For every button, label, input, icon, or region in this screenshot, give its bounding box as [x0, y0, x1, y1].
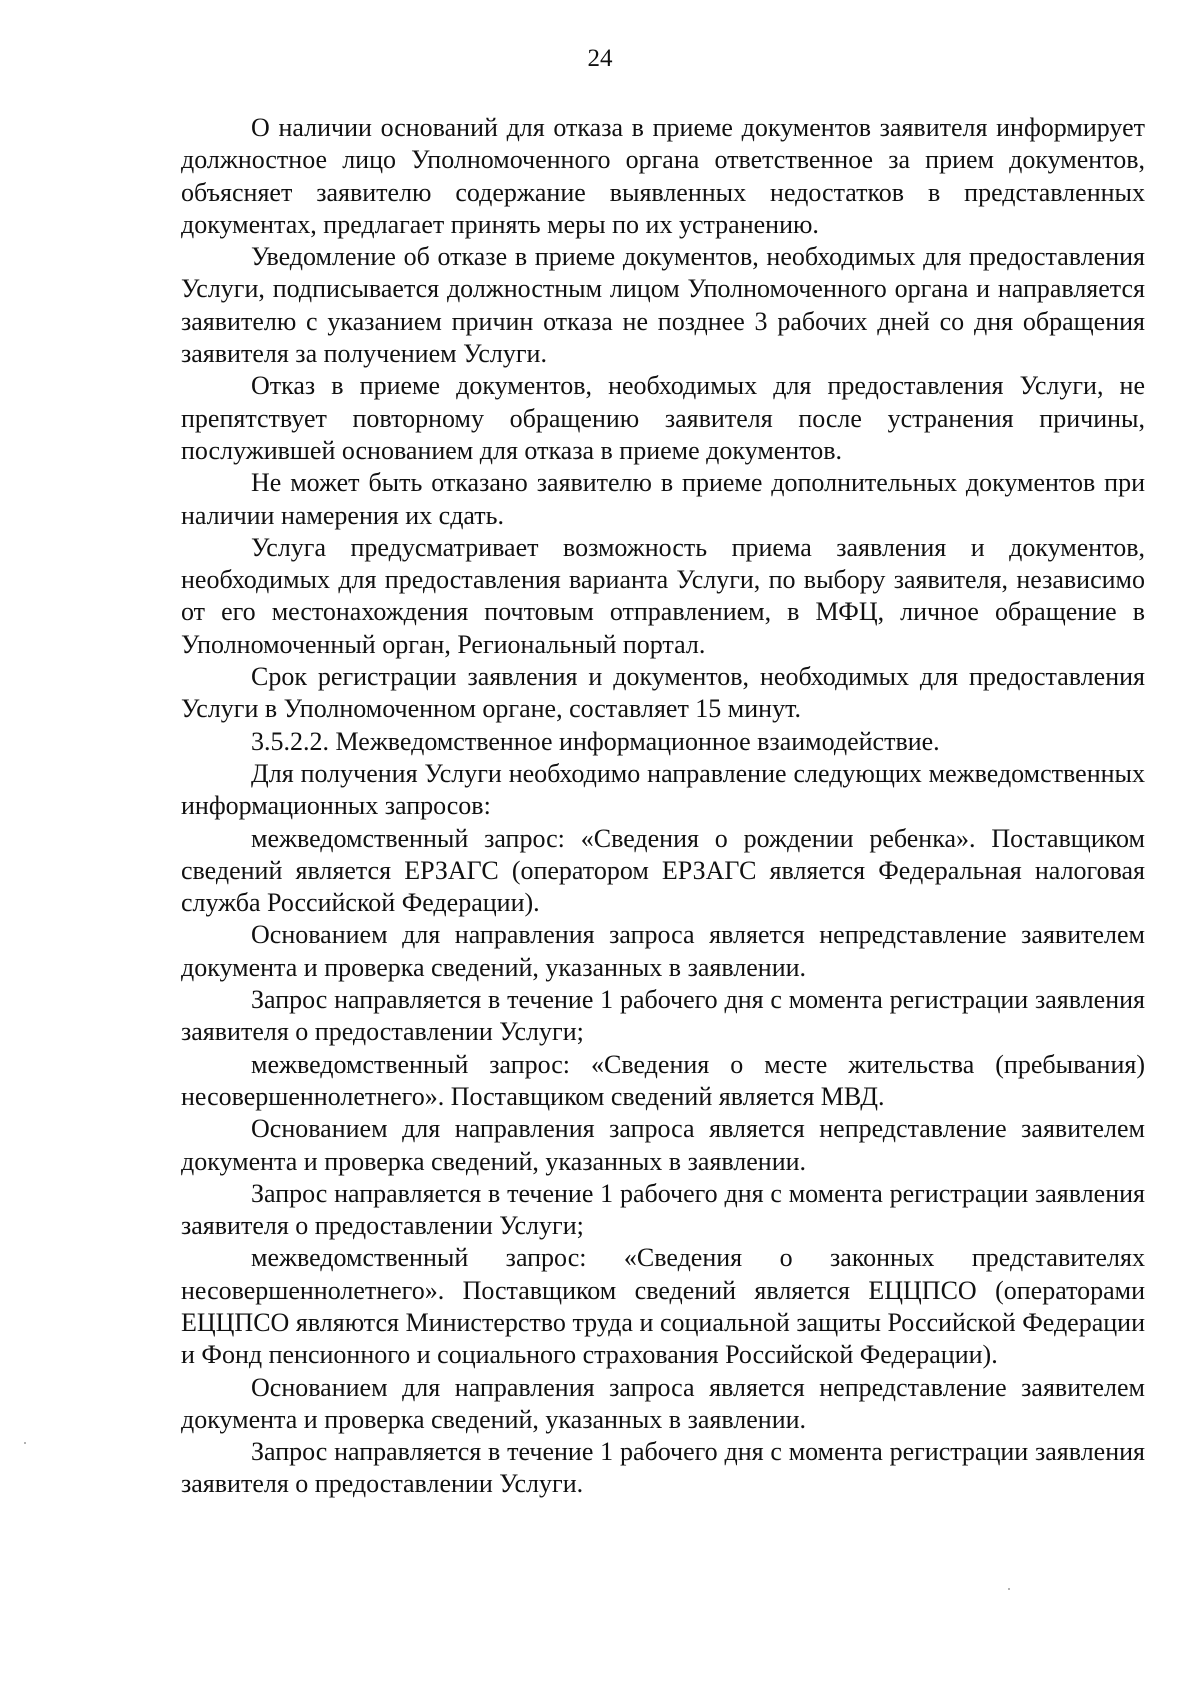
- section-heading: 3.5.2.2. Межведомственное информационное взаимодействие.: [251, 726, 940, 756]
- paragraph: Для получения Услуги необходимо направление следующих межведомственных информационных запросов:: [181, 758, 1145, 821]
- scan-speck: [24, 1442, 26, 1444]
- paragraph: межведомственный запрос: «Сведения о законных представителях несовершеннолетнего». Поставщиком сведений является ЕЦЦПСО (операторами ЕЦЦПСО являются Министерство труда и социальной защиты Российской Федерации и Фонд пенсионного и социального страхования Российской Федерации).: [181, 1243, 1145, 1370]
- scan-speck: [1008, 1588, 1010, 1590]
- paragraph: межведомственный запрос: «Сведения о месте жительства (пребывания) несовершеннолетнего». Поставщиком сведений является МВД.: [181, 1049, 1145, 1111]
- paragraph: Не может быть отказано заявителю в приеме дополнительных документов при наличии намерения их сдать.: [181, 468, 1145, 530]
- page-number: 24: [587, 45, 613, 72]
- paragraph: Основанием для направления запроса является непредставление заявителем документа и проверка сведений, указанных в заявлении.: [181, 1372, 1145, 1434]
- document-body: [181, 112, 1145, 1501]
- paragraph: Запрос направляется в течение 1 рабочего дня с момента регистрации заявления заявителя о предоставлении Услуги.: [181, 1437, 1145, 1499]
- paragraph: Запрос направляется в течение 1 рабочего дня с момента регистрации заявления заявителя о предоставлении Услуги;: [181, 985, 1145, 1047]
- paragraph: Основанием для направления запроса является непредставление заявителем документа и проверка сведений, указанных в заявлении.: [181, 1114, 1145, 1176]
- paragraph: межведомственный запрос: «Сведения о рождении ребенка». Поставщиком сведений является ЕРЗАГС (оператором ЕРЗАГС является Федеральная налоговая служба Российской Федерации).: [181, 823, 1145, 918]
- paragraph: Услуга предусматривает возможность приема заявления и документов, необходимых для предоставления варианта Услуги, по выбору заявителя, независимо от его местонахождения почтовым отправлением, в МФЦ, личное обращение в Уполномоченный орган, Региональный портал.: [181, 532, 1145, 659]
- paragraph: Уведомление об отказе в приеме документов, необходимых для предоставления Услуги, подписывается должностным лицом Уполномоченного органа и направляется заявителю с указанием причин отказа не позднее 3 рабочих дней со дня обращения заявителя за получением Услуги.: [181, 242, 1145, 369]
- paragraph: Запрос направляется в течение 1 рабочего дня с момента регистрации заявления заявителя о предоставлении Услуги;: [181, 1178, 1145, 1241]
- paragraph: О наличии оснований для отказа в приеме документов заявителя информирует должностное лицо Уполномоченного органа ответственное за прием документов, объясняет заявителю содержание выявленных недостатков в представленных документах, предлагает принять меры по их устранению.: [181, 113, 1145, 239]
- paragraph: Отказ в приеме документов, необходимых для предоставления Услуги, не препятствует повторному обращению заявителя после устранения причины, послужившей основанием для отказа в приеме документов.: [181, 371, 1145, 465]
- paragraph: Срок регистрации заявления и документов, необходимых для предоставления Услуги в Уполномоченном органе, составляет 15 минут.: [181, 662, 1145, 724]
- paragraph: Основанием для направления запроса является непредставление заявителем документа и проверка сведений, указанных в заявлении.: [181, 920, 1145, 982]
